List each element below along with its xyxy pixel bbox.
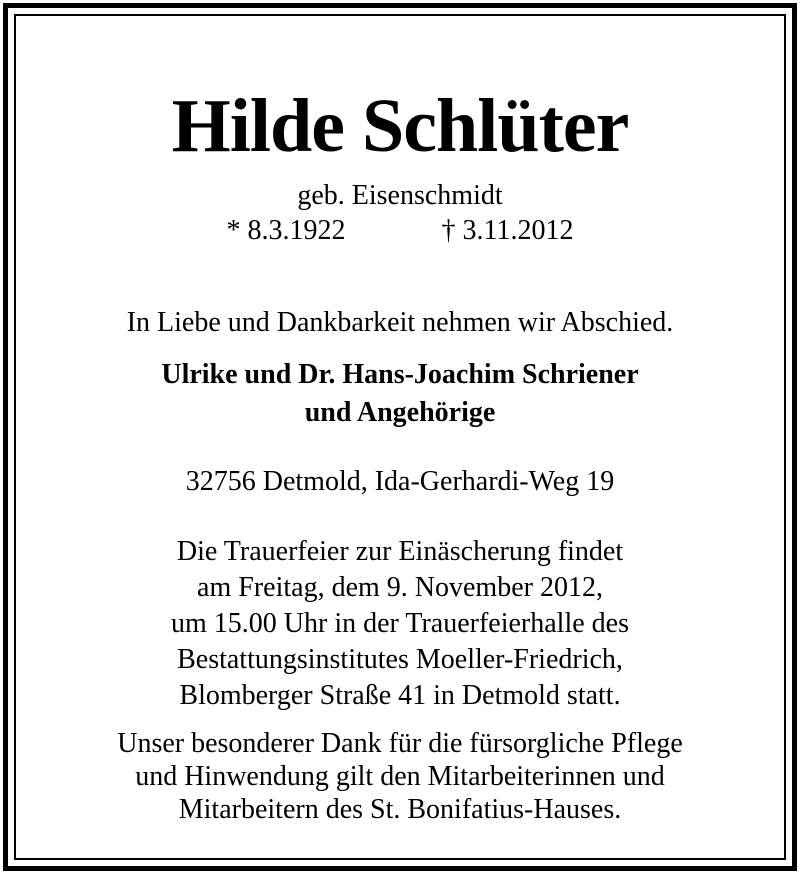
ceremony-line: Die Trauerfeier zur Einäscherung findet <box>176 536 624 567</box>
ceremony-line: Blomberger Straße 41 in Detmold statt. <box>179 680 621 711</box>
thanks-line: Mitarbeitern des St. Bonifatius-Hauses. <box>178 794 622 825</box>
deceased-name: Hilde Schlüter <box>171 84 629 168</box>
death-date: † 3.11.2012 <box>441 215 574 246</box>
ceremony-line: um 15.00 Uhr in der Trauerfeierhalle des <box>171 608 629 639</box>
thanks-line: Unser besonderer Dank für die fürsorgliche Pflege <box>117 728 683 759</box>
mourners-line: und Angehörige <box>304 397 496 428</box>
ceremony-line: Bestattungsinstitutes Moeller-Friedrich, <box>177 644 623 675</box>
ceremony-line: am Freitag, dem 9. November 2012, <box>197 572 603 603</box>
life-dates <box>16 217 784 245</box>
farewell-text: In Liebe und Dankbarkeit nehmen wir Abschied. <box>126 307 674 338</box>
mourners-line: Ulrike und Dr. Hans-Joachim Schriener <box>161 359 639 390</box>
thanks-line: und Hinwendung gilt den Mitarbeiterinnen und <box>135 761 665 792</box>
address: 32756 Detmold, Ida-Gerhardi-Weg 19 <box>185 466 615 497</box>
birth-date: * 8.3.1922 <box>226 215 346 246</box>
maiden-name: geb. Eisenschmidt <box>297 180 503 211</box>
